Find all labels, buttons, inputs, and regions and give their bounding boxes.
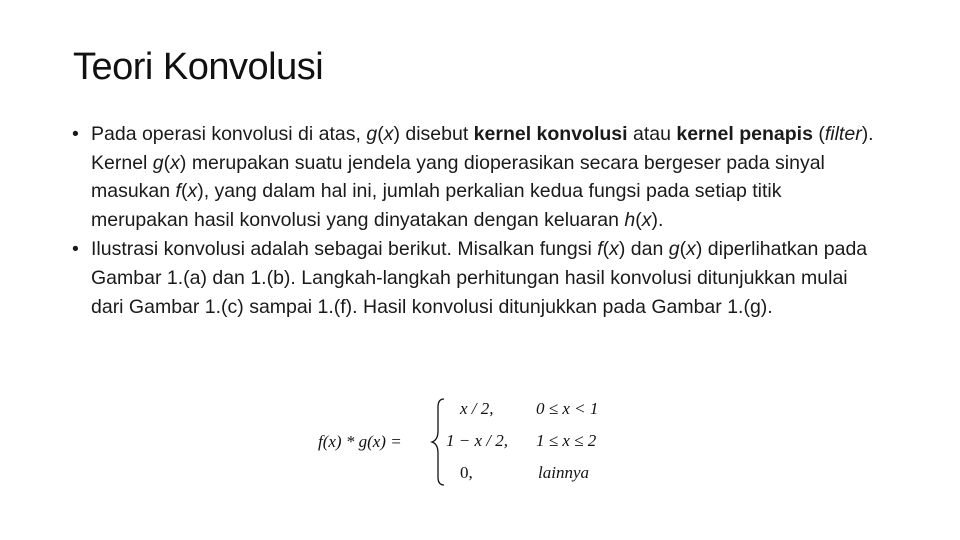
function-f: f bbox=[597, 238, 603, 261]
text-run: Pada operasi konvolusi di atas, bbox=[91, 123, 367, 145]
bullet-list bbox=[72, 120, 882, 322]
case-2-condition: 1 ≤ x ≤ 2 bbox=[536, 431, 597, 450]
text-run: ) diperlihatkan pada Gambar 1.(a) dan 1.(b). Langkah-langkah perhitungan hasil konvolusi ditunjukkan mulai dari Gambar 1.(c) sampai 1.(f). Hasil konvolusi ditunjukkan pada Gambar 1.(g). bbox=[91, 238, 868, 318]
case-2-expression: 1 − x / 2, bbox=[446, 431, 508, 450]
text-run: atau bbox=[627, 123, 677, 145]
term-filter: filter bbox=[824, 123, 862, 145]
case-3-condition: lainnya bbox=[538, 463, 589, 482]
variable-x: x bbox=[641, 208, 652, 231]
term-kernel-konvolusi: kernel konvolusi bbox=[473, 123, 628, 145]
text-run: ( bbox=[180, 180, 188, 203]
variable-x: x bbox=[686, 238, 696, 261]
bullet-item-1 bbox=[72, 120, 882, 234]
text-run: ) dan bbox=[618, 238, 669, 261]
text-run: ( bbox=[812, 123, 825, 145]
function-f: f bbox=[175, 180, 181, 203]
text-run: ). bbox=[651, 208, 664, 231]
bullet-item-2 bbox=[72, 235, 882, 321]
left-brace bbox=[432, 399, 444, 485]
case-3-expression: 0, bbox=[460, 463, 473, 482]
text-run: ) disebut bbox=[393, 123, 474, 145]
variable-x: x bbox=[170, 151, 180, 174]
convolution-formula bbox=[318, 393, 618, 493]
term-kernel-penapis: kernel penapis bbox=[676, 123, 813, 145]
text-run: ( bbox=[635, 208, 642, 231]
case-1-expression: x / 2, bbox=[460, 399, 494, 418]
case-1-condition: 0 ≤ x < 1 bbox=[536, 399, 599, 418]
variable-x: x bbox=[187, 180, 198, 203]
text-run: ), yang dalam hal ini, jumlah perkalian kedua fungsi pada setiap titik merupakan hasil konvolusi yang dinyatakan dengan keluaran bbox=[91, 180, 782, 231]
text-run: ) merupakan suatu jendela yang dioperasikan secara bergeser pada sinyal masukan bbox=[91, 151, 825, 203]
function-g: g bbox=[366, 123, 378, 145]
text-run: ( bbox=[377, 123, 384, 145]
text-run: ( bbox=[163, 151, 171, 174]
text-run: Ilustrasi konvolusi adalah sebagai berikut. Misalkan fungsi bbox=[91, 238, 598, 261]
formula-lhs: f(x) * g(x) = bbox=[318, 432, 402, 451]
slide-title: Teori Konvolusi bbox=[73, 46, 324, 88]
variable-x: x bbox=[383, 123, 394, 145]
variable-x: x bbox=[609, 238, 619, 261]
formula-svg bbox=[318, 393, 618, 493]
text-run: ( bbox=[679, 238, 687, 261]
function-h: h bbox=[624, 208, 636, 231]
function-g: g bbox=[668, 238, 680, 261]
text-run: ( bbox=[602, 238, 610, 261]
text-run: ). Kernel bbox=[91, 123, 874, 174]
function-g: g bbox=[152, 151, 164, 174]
